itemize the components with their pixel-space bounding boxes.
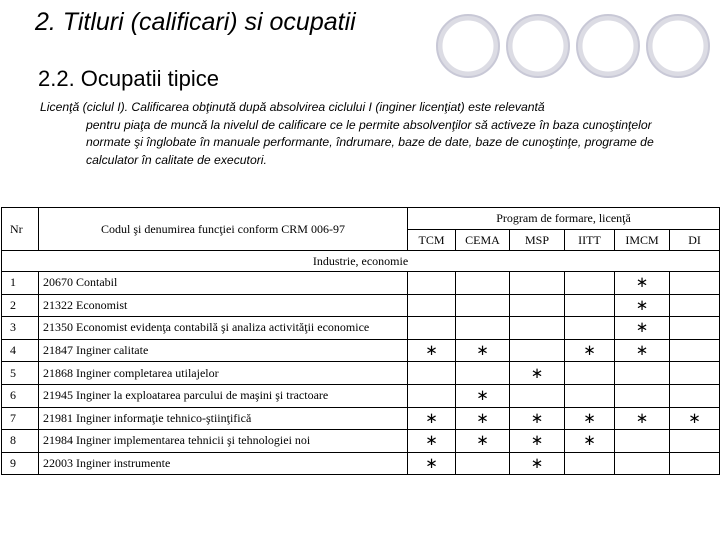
row-occupation: 21868 Inginer completarea utilajelor [39, 362, 408, 385]
table-row [2, 362, 720, 385]
mark-cell-msp: ∗ [510, 452, 565, 475]
program-header: Program de formare, licenţă [408, 208, 720, 230]
mark-cell-cema [456, 294, 510, 317]
table-row [2, 430, 720, 453]
slide-subtitle: 2.2. Ocupatii tipice [38, 66, 219, 91]
program-header-msp: MSP [510, 230, 565, 251]
mark-cell-di [670, 430, 720, 453]
table-row [2, 452, 720, 475]
mark-cell-iitt: ∗ [565, 339, 615, 362]
mark-cell-iitt [565, 294, 615, 317]
mark-cell-iitt [565, 452, 615, 475]
intro-first-line: Licenţă (ciclul I). Calificarea obţinută după absolvirea ciclului I (inginer licenţiat) este relevantă [40, 100, 545, 114]
mark-cell-di [670, 384, 720, 407]
intro-paragraph [40, 99, 690, 169]
row-nr: 8 [2, 430, 39, 453]
mark-cell-iitt [565, 317, 615, 340]
mark-cell-tcm: ∗ [408, 430, 456, 453]
mark-cell-tcm [408, 362, 456, 385]
table-row [2, 339, 720, 362]
mark-cell-imcm: ∗ [615, 272, 670, 295]
mark-cell-msp [510, 272, 565, 295]
mark-cell-tcm [408, 384, 456, 407]
mark-cell-msp [510, 384, 565, 407]
mark-cell-tcm: ∗ [408, 452, 456, 475]
row-nr: 7 [2, 407, 39, 430]
table-row [2, 272, 720, 295]
mark-cell-iitt: ∗ [565, 407, 615, 430]
row-nr: 9 [2, 452, 39, 475]
row-nr: 2 [2, 294, 39, 317]
table-row [2, 317, 720, 340]
mark-cell-imcm: ∗ [615, 339, 670, 362]
mark-cell-cema: ∗ [456, 384, 510, 407]
row-nr: 6 [2, 384, 39, 407]
mark-cell-imcm [615, 384, 670, 407]
intro-rest: pentru piaţa de muncă la nivelul de calificare ce le permite absolvenţilor să activeze în baza cunoştinţelor normate şi înglobate în manuale performante, îndrumare, baze de date, baze de cunoştinţe, programe de calculator în calitate de executori. [86, 117, 654, 167]
mark-cell-di [670, 294, 720, 317]
mark-cell-tcm [408, 272, 456, 295]
mark-cell-tcm: ∗ [408, 407, 456, 430]
row-occupation: 21847 Inginer calitate [39, 339, 408, 362]
mark-cell-tcm [408, 317, 456, 340]
mark-cell-imcm [615, 430, 670, 453]
mark-cell-imcm: ∗ [615, 294, 670, 317]
mark-cell-iitt: ∗ [565, 430, 615, 453]
row-occupation: 22003 Inginer instrumente [39, 452, 408, 475]
mark-cell-tcm: ∗ [408, 339, 456, 362]
mark-cell-imcm: ∗ [615, 407, 670, 430]
mark-cell-cema [456, 362, 510, 385]
program-header-di: DI [670, 230, 720, 251]
mark-cell-imcm [615, 362, 670, 385]
row-occupation: 21945 Inginer la exploatarea parcului de maşini şi tractoare [39, 384, 408, 407]
row-occupation: 21322 Economist [39, 294, 408, 317]
occupations-table [1, 207, 720, 475]
mark-cell-di [670, 317, 720, 340]
mark-cell-msp: ∗ [510, 430, 565, 453]
row-nr: 3 [2, 317, 39, 340]
mark-cell-msp [510, 339, 565, 362]
mark-cell-tcm [408, 294, 456, 317]
table-body [2, 272, 720, 475]
table-row [2, 294, 720, 317]
program-header-tcm: TCM [408, 230, 456, 251]
slide-title: 2. Titluri (calificari) si ocupatii [35, 8, 356, 36]
mark-cell-cema: ∗ [456, 339, 510, 362]
row-occupation: 21350 Economist evidenţa contabilă şi analiza activităţii economice [39, 317, 408, 340]
mark-cell-di [670, 339, 720, 362]
mark-cell-imcm [615, 452, 670, 475]
mark-cell-msp: ∗ [510, 407, 565, 430]
row-nr: 1 [2, 272, 39, 295]
row-occupation: 21981 Inginer informaţie tehnico-ştiinţifică [39, 407, 408, 430]
mark-cell-cema [456, 452, 510, 475]
mark-cell-msp [510, 317, 565, 340]
name-header: Codul şi denumirea funcţiei conform CRM 006-97 [39, 208, 408, 251]
mark-cell-msp: ∗ [510, 362, 565, 385]
mark-cell-imcm: ∗ [615, 317, 670, 340]
row-nr: 5 [2, 362, 39, 385]
mark-cell-cema [456, 317, 510, 340]
mark-cell-di [670, 362, 720, 385]
mark-cell-di: ∗ [670, 407, 720, 430]
mark-cell-cema: ∗ [456, 430, 510, 453]
mark-cell-msp [510, 294, 565, 317]
program-header-imcm: IMCM [615, 230, 670, 251]
program-header-iitt: IITT [565, 230, 615, 251]
mark-cell-cema: ∗ [456, 407, 510, 430]
table-row [2, 384, 720, 407]
mark-cell-cema [456, 272, 510, 295]
mark-cell-iitt [565, 384, 615, 407]
mark-cell-di [670, 272, 720, 295]
mark-cell-iitt [565, 272, 615, 295]
row-nr: 4 [2, 339, 39, 362]
program-header-cema: CEMA [456, 230, 510, 251]
row-occupation: 20670 Contabil [39, 272, 408, 295]
mark-cell-di [670, 452, 720, 475]
mark-cell-iitt [565, 362, 615, 385]
nr-header: Nr [2, 208, 39, 251]
table-row [2, 407, 720, 430]
row-occupation: 21984 Inginer implementarea tehnicii şi tehnologiei noi [39, 430, 408, 453]
section-header: Industrie, economie [2, 251, 720, 272]
